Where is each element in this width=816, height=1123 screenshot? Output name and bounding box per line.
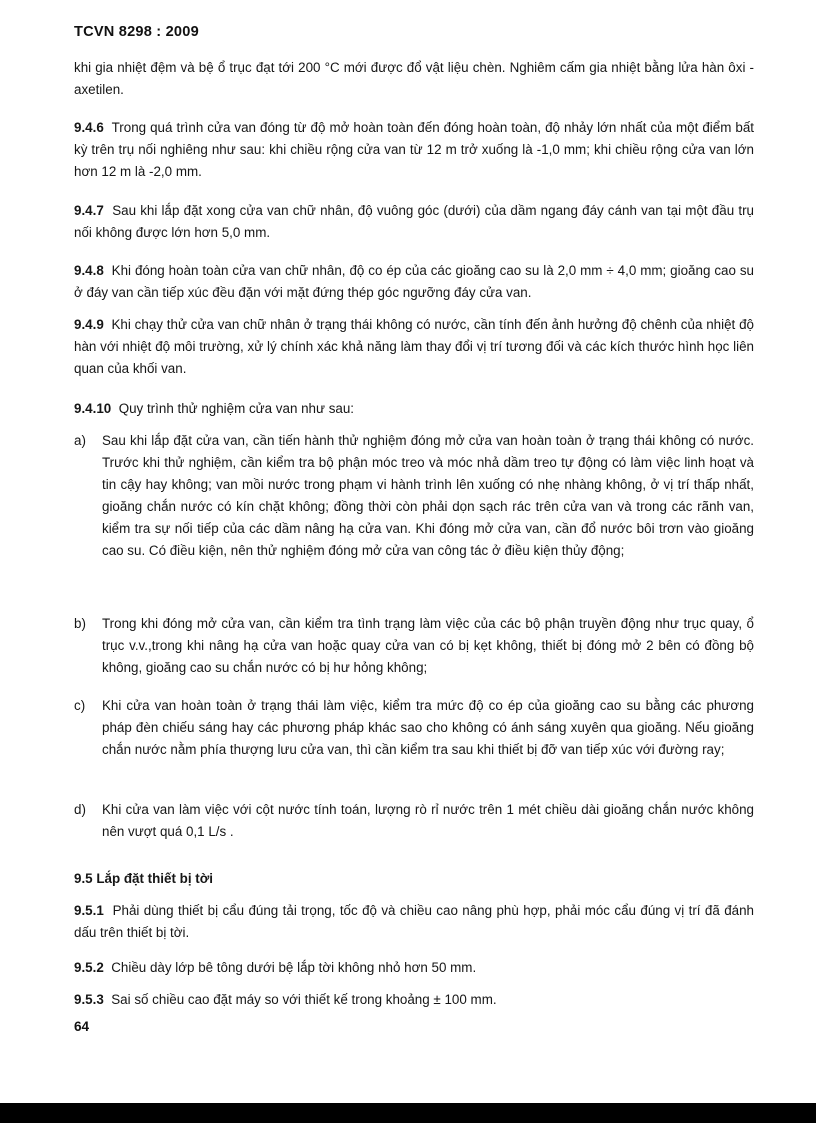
clause-text: Chiều dày lớp bê tông dưới bệ lắp tời không nhỏ hơn 50 mm.: [111, 960, 477, 975]
list-item-d: [74, 799, 754, 843]
clause-text: Sai số chiều cao đặt máy so với thiết kế trong khoảng ± 100 mm.: [111, 992, 497, 1007]
clause-text: Quy trình thử nghiệm cửa van như sau:: [118, 401, 354, 416]
clause-text: Phải dùng thiết bị cẩu đúng tải trọng, tốc độ và chiều cao nâng phù hợp, phải móc cẩu đúng vị trí đã đánh dấu trên thiết bị tời.: [74, 903, 754, 940]
clause-9-5-3: [74, 989, 754, 1011]
clause-label: 9.5.2: [74, 960, 104, 975]
list-marker: a): [74, 433, 86, 448]
clause-9-4-8: [74, 260, 754, 304]
intro-paragraph: [74, 57, 754, 101]
list-item-text: Khi cửa van hoàn toàn ở trạng thái làm việc, kiểm tra mức độ co ép của gioăng cao su bằng các phương pháp đèn chiếu sáng hay các phương pháp khác sao cho không có ánh sáng xuyên qua gioăng. Nếu gioăng chắn nước nằm phía thượng lưu cửa van, thì cần kiểm tra sau khi thiết bị đỡ van tiếp xúc với đường ray;: [102, 698, 754, 757]
scan-border-bar: [0, 1103, 816, 1123]
clause-9-5-2: [74, 957, 754, 979]
list-item-text: Sau khi lắp đặt cửa van, cần tiến hành thử nghiệm đóng mở cửa van hoàn toàn ở trạng thái không có nước. Trước khi thử nghiệm, cần kiểm tra bộ phận móc treo và móc nhả dầm treo tự động có làm việc linh hoạt và tin cậy hay không; van mồi nước trong phạm vi hành trình lên xuống có nhẹ nhàng không, ở vị trí thấp nhất, gioăng chắn nước có kín chặt không; đồng thời còn phải dọn sạch rác trên cửa van và trong các rãnh van, kiểm tra sự nối tiếp của các dầm nâng hạ cửa van. Khi đóng mở cửa van, cần đổ nước bôi trơn vào gioăng cao su. Có điều kiện, nên thử nghiệm đóng mở cửa van công tác ở điều kiện thủy động;: [102, 433, 754, 558]
list-marker: d): [74, 802, 86, 817]
list-item-a: [74, 430, 754, 562]
intro-text: khi gia nhiệt đệm và bệ ổ trục đạt tới 200 °C mới được đổ vật liệu chèn. Nghiêm cấm gia nhiệt bằng lửa hàn ôxi - axetilen.: [74, 60, 754, 97]
clause-9-4-6: [74, 117, 754, 183]
clause-label: 9.4.10: [74, 401, 112, 416]
list-marker: b): [74, 616, 86, 631]
standard-header: TCVN 8298 : 2009: [74, 24, 199, 40]
clause-label: 9.4.7: [74, 203, 104, 218]
list-item-text: Trong khi đóng mở cửa van, cần kiểm tra tình trạng làm việc của các bộ phận truyền động như trục quay, ổ trục v.v.,trong khi nâng hạ cửa van hoặc quay cửa van có bị kẹt không, thiết bị đóng mở 2 bên có đồng bộ không, gioăng cao su chắn nước có bị hư hỏng không;: [102, 616, 754, 675]
page-number: 64: [74, 1019, 90, 1034]
section-heading: 9.5 Lắp đặt thiết bị tời: [74, 871, 213, 886]
clause-9-4-9: [74, 314, 754, 380]
clause-text: Khi đóng hoàn toàn cửa van chữ nhân, độ co ép của các gioăng cao su là 2,0 mm ÷ 4,0 mm; gioăng cao su ở đáy van cần tiếp xúc đều đặn với mặt đứng thép góc ngưỡng đáy cửa van.: [74, 263, 754, 300]
list-item-text: Khi cửa van làm việc với cột nước tính toán, lượng rò rỉ nước trên 1 mét chiều dài gioăng chắn nước không nên vượt quá 0,1 L/s .: [102, 802, 754, 839]
clause-text: Khi chạy thử cửa van chữ nhân ở trạng thái không có nước, cần tính đến ảnh hưởng độ chênh của nhiệt độ hàn với nhiệt độ môi trường, xử lý chính xác khả năng làm thay đổi vị trí tương đối và các kích thước hình học liên quan của khối van.: [74, 317, 754, 376]
list-item-c: [74, 695, 754, 761]
clause-label: 9.4.9: [74, 317, 104, 332]
clause-label: 9.5.1: [74, 903, 104, 918]
clause-text: Sau khi lắp đặt xong cửa van chữ nhân, độ vuông góc (dưới) của dầm ngang đáy cánh van tại một đầu trụ nối không được lớn hơn 5,0 mm.: [74, 203, 754, 240]
clause-text: Trong quá trình cửa van đóng từ độ mở hoàn toàn đến đóng hoàn toàn, độ nhảy lớn nhất của một điểm bất kỳ trên trụ nối nghiêng như sau: khi chiều rộng cửa van từ 12 m trở xuống là -1,0 mm; khi chiều rộng cửa van lớn hơn 12 m là -2,0 mm.: [74, 120, 754, 179]
clause-label: 9.4.6: [74, 120, 104, 135]
list-marker: c): [74, 698, 86, 713]
clause-9-4-10: [74, 398, 754, 420]
list-item-b: [74, 613, 754, 679]
clause-9-5-1: [74, 900, 754, 944]
clause-label: 9.5.3: [74, 992, 104, 1007]
clause-9-4-7: [74, 200, 754, 244]
clause-label: 9.4.8: [74, 263, 104, 278]
